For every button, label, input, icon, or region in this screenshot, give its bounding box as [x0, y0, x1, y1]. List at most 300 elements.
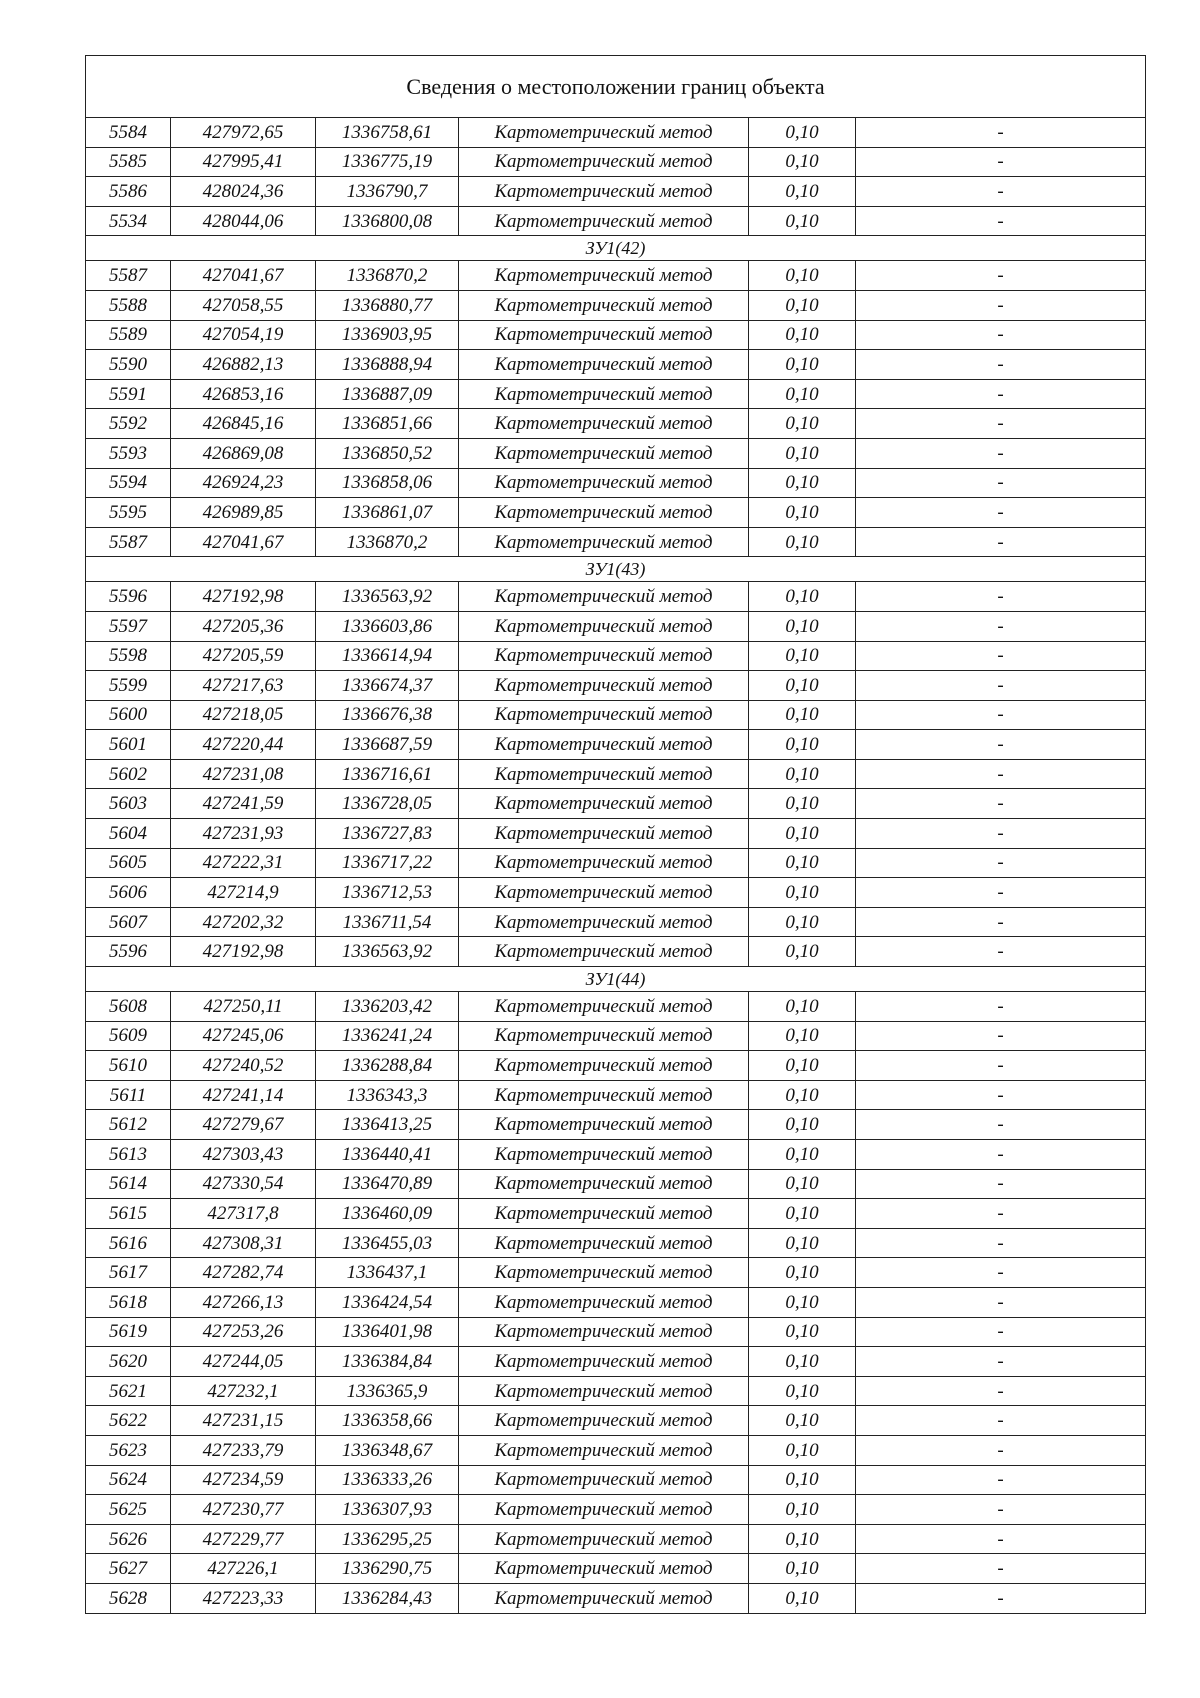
y-coordinate-cell: 1336888,94 [316, 350, 459, 380]
accuracy-cell: 0,10 [749, 379, 856, 409]
method-cell: Картометрический метод [459, 527, 749, 557]
table-row [86, 1287, 1146, 1317]
description-cell: - [856, 1376, 1146, 1406]
method-cell: Картометрический метод [459, 206, 749, 236]
y-coordinate-cell: 1336614,94 [316, 641, 459, 671]
description-cell: - [856, 878, 1146, 908]
point-number-cell: 5602 [86, 759, 171, 789]
accuracy-cell: 0,10 [749, 147, 856, 177]
table-row [86, 789, 1146, 819]
method-cell: Картометрический метод [459, 118, 749, 148]
description-cell: - [856, 789, 1146, 819]
description-cell: - [856, 992, 1146, 1022]
method-cell: Картометрический метод [459, 1524, 749, 1554]
method-cell: Картометрический метод [459, 1287, 749, 1317]
table-row [86, 177, 1146, 207]
x-coordinate-cell: 427041,67 [171, 527, 316, 557]
y-coordinate-cell: 1336711,54 [316, 907, 459, 937]
point-number-cell: 5623 [86, 1435, 171, 1465]
table-row [86, 261, 1146, 291]
x-coordinate-cell: 426869,08 [171, 438, 316, 468]
description-cell: - [856, 700, 1146, 730]
y-coordinate-cell: 1336800,08 [316, 206, 459, 236]
y-coordinate-cell: 1336460,09 [316, 1199, 459, 1229]
description-cell: - [856, 438, 1146, 468]
zone-label: ЗУ1(42) [86, 236, 1146, 261]
description-cell: - [856, 379, 1146, 409]
accuracy-cell: 0,10 [749, 1110, 856, 1140]
x-coordinate-cell: 427231,08 [171, 759, 316, 789]
description-cell: - [856, 819, 1146, 849]
method-cell: Картометрический метод [459, 641, 749, 671]
method-cell: Картометрический метод [459, 907, 749, 937]
y-coordinate-cell: 1336870,2 [316, 261, 459, 291]
accuracy-cell: 0,10 [749, 878, 856, 908]
y-coordinate-cell: 1336440,41 [316, 1140, 459, 1170]
point-number-cell: 5589 [86, 320, 171, 350]
table-row [86, 878, 1146, 908]
description-cell: - [856, 350, 1146, 380]
y-coordinate-cell: 1336348,67 [316, 1435, 459, 1465]
accuracy-cell: 0,10 [749, 1051, 856, 1081]
accuracy-cell: 0,10 [749, 907, 856, 937]
method-cell: Картометрический метод [459, 730, 749, 760]
x-coordinate-cell: 427241,59 [171, 789, 316, 819]
description-cell: - [856, 177, 1146, 207]
method-cell: Картометрический метод [459, 1554, 749, 1584]
method-cell: Картометрический метод [459, 992, 749, 1022]
accuracy-cell: 0,10 [749, 498, 856, 528]
method-cell: Картометрический метод [459, 1199, 749, 1229]
x-coordinate-cell: 428044,06 [171, 206, 316, 236]
description-cell: - [856, 1080, 1146, 1110]
description-cell: - [856, 409, 1146, 439]
method-cell: Картометрический метод [459, 320, 749, 350]
table-row [86, 1495, 1146, 1525]
accuracy-cell: 0,10 [749, 759, 856, 789]
x-coordinate-cell: 427192,98 [171, 582, 316, 612]
accuracy-cell: 0,10 [749, 641, 856, 671]
method-cell: Картометрический метод [459, 582, 749, 612]
x-coordinate-cell: 427995,41 [171, 147, 316, 177]
description-cell: - [856, 147, 1146, 177]
point-number-cell: 5586 [86, 177, 171, 207]
table-row [86, 759, 1146, 789]
method-cell: Картометрический метод [459, 1435, 749, 1465]
point-number-cell: 5616 [86, 1228, 171, 1258]
y-coordinate-cell: 1336712,53 [316, 878, 459, 908]
point-number-cell: 5613 [86, 1140, 171, 1170]
table-row [86, 848, 1146, 878]
accuracy-cell: 0,10 [749, 700, 856, 730]
point-number-cell: 5618 [86, 1287, 171, 1317]
y-coordinate-cell: 1336880,77 [316, 290, 459, 320]
accuracy-cell: 0,10 [749, 1140, 856, 1170]
y-coordinate-cell: 1336870,2 [316, 527, 459, 557]
point-number-cell: 5620 [86, 1347, 171, 1377]
description-cell: - [856, 468, 1146, 498]
y-coordinate-cell: 1336284,43 [316, 1583, 459, 1613]
accuracy-cell: 0,10 [749, 1317, 856, 1347]
accuracy-cell: 0,10 [749, 937, 856, 967]
point-number-cell: 5600 [86, 700, 171, 730]
point-number-cell: 5626 [86, 1524, 171, 1554]
y-coordinate-cell: 1336384,84 [316, 1347, 459, 1377]
description-cell: - [856, 1347, 1146, 1377]
description-cell: - [856, 1051, 1146, 1081]
x-coordinate-cell: 426989,85 [171, 498, 316, 528]
description-cell: - [856, 1495, 1146, 1525]
y-coordinate-cell: 1336455,03 [316, 1228, 459, 1258]
method-cell: Картометрический метод [459, 848, 749, 878]
point-number-cell: 5587 [86, 527, 171, 557]
description-cell: - [856, 1258, 1146, 1288]
y-coordinate-cell: 1336716,61 [316, 759, 459, 789]
table-row [86, 1376, 1146, 1406]
table-row [86, 1465, 1146, 1495]
accuracy-cell: 0,10 [749, 1169, 856, 1199]
accuracy-cell: 0,10 [749, 848, 856, 878]
method-cell: Картометрический метод [459, 1169, 749, 1199]
description-cell: - [856, 907, 1146, 937]
y-coordinate-cell: 1336424,54 [316, 1287, 459, 1317]
accuracy-cell: 0,10 [749, 438, 856, 468]
x-coordinate-cell: 427234,59 [171, 1465, 316, 1495]
y-coordinate-cell: 1336758,61 [316, 118, 459, 148]
x-coordinate-cell: 427282,74 [171, 1258, 316, 1288]
point-number-cell: 5601 [86, 730, 171, 760]
y-coordinate-cell: 1336307,93 [316, 1495, 459, 1525]
y-coordinate-cell: 1336775,19 [316, 147, 459, 177]
x-coordinate-cell: 427308,31 [171, 1228, 316, 1258]
table-row [86, 1347, 1146, 1377]
x-coordinate-cell: 427220,44 [171, 730, 316, 760]
method-cell: Картометрический метод [459, 937, 749, 967]
zone-header-row [86, 557, 1146, 582]
accuracy-cell: 0,10 [749, 1228, 856, 1258]
x-coordinate-cell: 427303,43 [171, 1140, 316, 1170]
x-coordinate-cell: 426924,23 [171, 468, 316, 498]
accuracy-cell: 0,10 [749, 1258, 856, 1288]
description-cell: - [856, 1435, 1146, 1465]
description-cell: - [856, 582, 1146, 612]
x-coordinate-cell: 427222,31 [171, 848, 316, 878]
method-cell: Картометрический метод [459, 290, 749, 320]
x-coordinate-cell: 427241,14 [171, 1080, 316, 1110]
table-row [86, 409, 1146, 439]
table-row [86, 206, 1146, 236]
method-cell: Картометрический метод [459, 759, 749, 789]
method-cell: Картометрический метод [459, 261, 749, 291]
table-row [86, 468, 1146, 498]
table-row [86, 671, 1146, 701]
point-number-cell: 5597 [86, 611, 171, 641]
point-number-cell: 5615 [86, 1199, 171, 1229]
point-number-cell: 5595 [86, 498, 171, 528]
y-coordinate-cell: 1336365,9 [316, 1376, 459, 1406]
point-number-cell: 5588 [86, 290, 171, 320]
table-row [86, 1140, 1146, 1170]
point-number-cell: 5609 [86, 1021, 171, 1051]
accuracy-cell: 0,10 [749, 730, 856, 760]
description-cell: - [856, 1140, 1146, 1170]
y-coordinate-cell: 1336676,38 [316, 700, 459, 730]
method-cell: Картометрический метод [459, 1376, 749, 1406]
x-coordinate-cell: 427058,55 [171, 290, 316, 320]
accuracy-cell: 0,10 [749, 527, 856, 557]
table-row [86, 1228, 1146, 1258]
accuracy-cell: 0,10 [749, 206, 856, 236]
x-coordinate-cell: 427205,59 [171, 641, 316, 671]
description-cell: - [856, 1169, 1146, 1199]
x-coordinate-cell: 427223,33 [171, 1583, 316, 1613]
y-coordinate-cell: 1336687,59 [316, 730, 459, 760]
description-cell: - [856, 498, 1146, 528]
table-row [86, 1110, 1146, 1140]
table-row [86, 641, 1146, 671]
y-coordinate-cell: 1336903,95 [316, 320, 459, 350]
description-cell: - [856, 320, 1146, 350]
x-coordinate-cell: 427054,19 [171, 320, 316, 350]
y-coordinate-cell: 1336603,86 [316, 611, 459, 641]
method-cell: Картометрический метод [459, 1110, 749, 1140]
description-cell: - [856, 1021, 1146, 1051]
accuracy-cell: 0,10 [749, 1080, 856, 1110]
x-coordinate-cell: 427240,52 [171, 1051, 316, 1081]
method-cell: Картометрический метод [459, 1228, 749, 1258]
table-row [86, 350, 1146, 380]
accuracy-cell: 0,10 [749, 1376, 856, 1406]
method-cell: Картометрический метод [459, 498, 749, 528]
accuracy-cell: 0,10 [749, 992, 856, 1022]
accuracy-cell: 0,10 [749, 1199, 856, 1229]
accuracy-cell: 0,10 [749, 1406, 856, 1436]
method-cell: Картометрический метод [459, 878, 749, 908]
table-row [86, 907, 1146, 937]
x-coordinate-cell: 427230,77 [171, 1495, 316, 1525]
method-cell: Картометрический метод [459, 1080, 749, 1110]
accuracy-cell: 0,10 [749, 118, 856, 148]
x-coordinate-cell: 427279,67 [171, 1110, 316, 1140]
x-coordinate-cell: 427232,1 [171, 1376, 316, 1406]
y-coordinate-cell: 1336470,89 [316, 1169, 459, 1199]
point-number-cell: 5593 [86, 438, 171, 468]
x-coordinate-cell: 427266,13 [171, 1287, 316, 1317]
y-coordinate-cell: 1336861,07 [316, 498, 459, 528]
accuracy-cell: 0,10 [749, 1465, 856, 1495]
zone-label: ЗУ1(43) [86, 557, 1146, 582]
y-coordinate-cell: 1336290,75 [316, 1554, 459, 1584]
x-coordinate-cell: 427229,77 [171, 1524, 316, 1554]
method-cell: Картометрический метод [459, 789, 749, 819]
method-cell: Картометрический метод [459, 611, 749, 641]
point-number-cell: 5617 [86, 1258, 171, 1288]
x-coordinate-cell: 426845,16 [171, 409, 316, 439]
description-cell: - [856, 671, 1146, 701]
x-coordinate-cell: 427202,32 [171, 907, 316, 937]
method-cell: Картометрический метод [459, 350, 749, 380]
y-coordinate-cell: 1336728,05 [316, 789, 459, 819]
accuracy-cell: 0,10 [749, 1495, 856, 1525]
table-row [86, 1583, 1146, 1613]
method-cell: Картометрический метод [459, 1347, 749, 1377]
y-coordinate-cell: 1336358,66 [316, 1406, 459, 1436]
x-coordinate-cell: 427233,79 [171, 1435, 316, 1465]
description-cell: - [856, 759, 1146, 789]
description-cell: - [856, 641, 1146, 671]
accuracy-cell: 0,10 [749, 409, 856, 439]
description-cell: - [856, 1110, 1146, 1140]
description-cell: - [856, 1524, 1146, 1554]
x-coordinate-cell: 426853,16 [171, 379, 316, 409]
method-cell: Картометрический метод [459, 409, 749, 439]
description-cell: - [856, 611, 1146, 641]
method-cell: Картометрический метод [459, 1021, 749, 1051]
table-title-row [86, 56, 1146, 118]
accuracy-cell: 0,10 [749, 789, 856, 819]
method-cell: Картометрический метод [459, 147, 749, 177]
table-row [86, 147, 1146, 177]
accuracy-cell: 0,10 [749, 1347, 856, 1377]
x-coordinate-cell: 427231,15 [171, 1406, 316, 1436]
point-number-cell: 5592 [86, 409, 171, 439]
table-row [86, 118, 1146, 148]
point-number-cell: 5591 [86, 379, 171, 409]
method-cell: Картометрический метод [459, 1140, 749, 1170]
accuracy-cell: 0,10 [749, 1435, 856, 1465]
point-number-cell: 5598 [86, 641, 171, 671]
description-cell: - [856, 1465, 1146, 1495]
table-row [86, 1406, 1146, 1436]
method-cell: Картометрический метод [459, 1051, 749, 1081]
table-row [86, 1169, 1146, 1199]
description-cell: - [856, 290, 1146, 320]
point-number-cell: 5587 [86, 261, 171, 291]
method-cell: Картометрический метод [459, 700, 749, 730]
point-number-cell: 5607 [86, 907, 171, 937]
accuracy-cell: 0,10 [749, 611, 856, 641]
point-number-cell: 5612 [86, 1110, 171, 1140]
x-coordinate-cell: 428024,36 [171, 177, 316, 207]
x-coordinate-cell: 427192,98 [171, 937, 316, 967]
table-row [86, 1199, 1146, 1229]
table-row [86, 438, 1146, 468]
point-number-cell: 5627 [86, 1554, 171, 1584]
table-row [86, 320, 1146, 350]
table-row [86, 1080, 1146, 1110]
point-number-cell: 5610 [86, 1051, 171, 1081]
point-number-cell: 5534 [86, 206, 171, 236]
description-cell: - [856, 261, 1146, 291]
y-coordinate-cell: 1336288,84 [316, 1051, 459, 1081]
accuracy-cell: 0,10 [749, 320, 856, 350]
y-coordinate-cell: 1336333,26 [316, 1465, 459, 1495]
table-row [86, 1317, 1146, 1347]
x-coordinate-cell: 427214,9 [171, 878, 316, 908]
x-coordinate-cell: 427041,67 [171, 261, 316, 291]
description-cell: - [856, 206, 1146, 236]
y-coordinate-cell: 1336717,22 [316, 848, 459, 878]
y-coordinate-cell: 1336850,52 [316, 438, 459, 468]
accuracy-cell: 0,10 [749, 582, 856, 612]
table-row [86, 1258, 1146, 1288]
y-coordinate-cell: 1336851,66 [316, 409, 459, 439]
y-coordinate-cell: 1336563,92 [316, 937, 459, 967]
boundary-coordinates-table [85, 55, 1146, 1614]
point-number-cell: 5619 [86, 1317, 171, 1347]
x-coordinate-cell: 427330,54 [171, 1169, 316, 1199]
table-row [86, 1554, 1146, 1584]
method-cell: Картометрический метод [459, 438, 749, 468]
table-row [86, 730, 1146, 760]
description-cell: - [856, 848, 1146, 878]
method-cell: Картометрический метод [459, 177, 749, 207]
accuracy-cell: 0,10 [749, 1583, 856, 1613]
accuracy-cell: 0,10 [749, 290, 856, 320]
method-cell: Картометрический метод [459, 671, 749, 701]
table-row [86, 1021, 1146, 1051]
point-number-cell: 5621 [86, 1376, 171, 1406]
accuracy-cell: 0,10 [749, 1021, 856, 1051]
accuracy-cell: 0,10 [749, 261, 856, 291]
table-row [86, 498, 1146, 528]
point-number-cell: 5584 [86, 118, 171, 148]
y-coordinate-cell: 1336858,06 [316, 468, 459, 498]
point-number-cell: 5596 [86, 937, 171, 967]
description-cell: - [856, 118, 1146, 148]
point-number-cell: 5594 [86, 468, 171, 498]
zone-header-row [86, 236, 1146, 261]
description-cell: - [856, 1228, 1146, 1258]
zone-label: ЗУ1(44) [86, 967, 1146, 992]
x-coordinate-cell: 427226,1 [171, 1554, 316, 1584]
table-row [86, 1435, 1146, 1465]
accuracy-cell: 0,10 [749, 350, 856, 380]
accuracy-cell: 0,10 [749, 1524, 856, 1554]
description-cell: - [856, 1406, 1146, 1436]
point-number-cell: 5628 [86, 1583, 171, 1613]
description-cell: - [856, 1199, 1146, 1229]
table-row [86, 819, 1146, 849]
point-number-cell: 5604 [86, 819, 171, 849]
description-cell: - [856, 1583, 1146, 1613]
table-row [86, 992, 1146, 1022]
accuracy-cell: 0,10 [749, 819, 856, 849]
table-row [86, 937, 1146, 967]
point-number-cell: 5603 [86, 789, 171, 819]
method-cell: Картометрический метод [459, 1465, 749, 1495]
x-coordinate-cell: 427218,05 [171, 700, 316, 730]
table-row [86, 379, 1146, 409]
table-row [86, 527, 1146, 557]
accuracy-cell: 0,10 [749, 468, 856, 498]
point-number-cell: 5599 [86, 671, 171, 701]
point-number-cell: 5590 [86, 350, 171, 380]
description-cell: - [856, 1287, 1146, 1317]
y-coordinate-cell: 1336563,92 [316, 582, 459, 612]
x-coordinate-cell: 427972,65 [171, 118, 316, 148]
point-number-cell: 5614 [86, 1169, 171, 1199]
x-coordinate-cell: 427253,26 [171, 1317, 316, 1347]
point-number-cell: 5624 [86, 1465, 171, 1495]
x-coordinate-cell: 427231,93 [171, 819, 316, 849]
point-number-cell: 5606 [86, 878, 171, 908]
point-number-cell: 5625 [86, 1495, 171, 1525]
accuracy-cell: 0,10 [749, 1554, 856, 1584]
method-cell: Картометрический метод [459, 1317, 749, 1347]
point-number-cell: 5622 [86, 1406, 171, 1436]
description-cell: - [856, 1554, 1146, 1584]
